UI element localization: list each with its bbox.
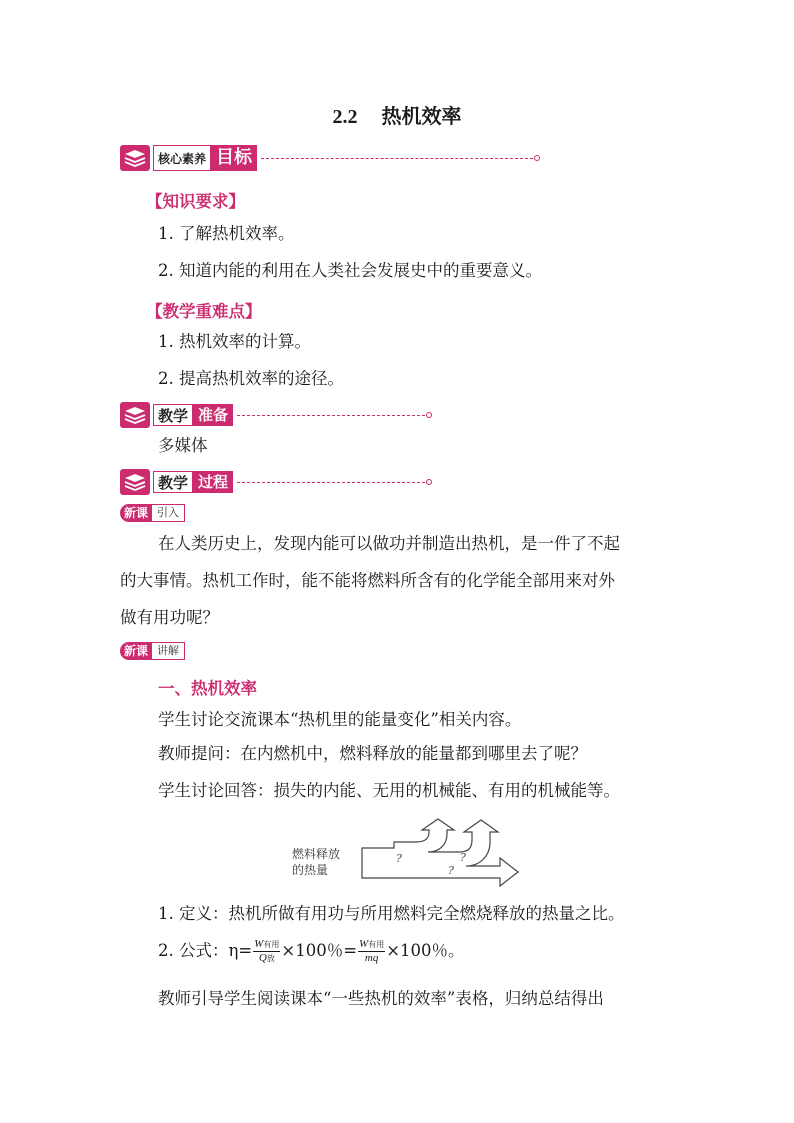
lecture-tag	[120, 641, 185, 661]
keypoints-item: 1. 热机效率的计算。	[158, 332, 311, 351]
section-heading: 一、热机效率	[158, 679, 257, 698]
diagram-label-line: 燃料释放	[292, 847, 341, 861]
section-title: 热机效率	[381, 104, 462, 128]
energy-flow-diagram	[290, 818, 530, 890]
fraction-efficiency-mq	[358, 938, 385, 964]
dashed-line	[237, 482, 425, 483]
frac-sub: 有用	[368, 940, 385, 949]
lecture-line: 学生讨论交流课本“热机里的能量变化”相关内容。	[158, 710, 522, 729]
prep-text: 多媒体	[158, 436, 208, 455]
badge-right: 目标	[211, 145, 257, 171]
intro-line: 在人类历史上，发现内能可以做功并制造出热机，是一件了不起	[158, 534, 620, 553]
tag-right: 引入	[152, 504, 185, 522]
lecture-line: 学生讨论回答：损失的内能、无用的机械能、有用的机械能等。	[158, 781, 620, 800]
frac-num: W	[359, 938, 369, 950]
prep-badge	[120, 402, 432, 428]
badge-right: 过程	[193, 471, 233, 493]
line-end-dot	[426, 412, 432, 418]
goals-badge	[120, 145, 540, 171]
diagram-label	[292, 846, 340, 878]
process-badge	[120, 469, 432, 495]
dashed-line	[237, 415, 425, 416]
books-icon	[120, 145, 150, 171]
line-end-dot	[426, 479, 432, 485]
formula-prefix: 2. 公式：η=	[158, 940, 253, 960]
definition-line: 1. 定义：热机所做有用功与所用燃料完全燃烧释放的热量之比。	[158, 904, 625, 923]
frac-sub: 有用	[263, 939, 280, 949]
knowledge-heading: 【知识要求】	[146, 192, 245, 211]
formula-suffix: ×100％。	[386, 940, 465, 960]
keypoints-item: 2. 提高热机效率的途径。	[158, 369, 344, 388]
section-number: 2.2	[332, 106, 358, 128]
formula-line	[158, 936, 465, 966]
books-icon	[120, 469, 150, 495]
badge-right: 准备	[193, 404, 233, 426]
frac-den: mq	[364, 952, 379, 964]
frac-den: Q	[258, 951, 267, 964]
lecture-line: 教师提问：在内燃机中，燃料释放的能量都到哪里去了呢？	[158, 744, 587, 763]
knowledge-item: 1. 了解热机效率。	[158, 224, 295, 243]
tag-right: 讲解	[152, 642, 185, 660]
page-title	[0, 100, 794, 129]
frac-num: W	[254, 937, 264, 950]
line-end-dot	[534, 155, 540, 161]
tag-left: 新课	[120, 642, 152, 660]
badge-left: 教学	[153, 404, 193, 426]
badge-left: 教学	[153, 471, 193, 493]
keypoints-heading: 【教学重难点】	[146, 302, 262, 321]
books-icon	[120, 402, 150, 428]
badge-left: 核心素养	[153, 145, 211, 171]
formula-mid: ×100％=	[281, 940, 358, 960]
question-mark: ?	[460, 851, 466, 864]
last-line: 教师引导学生阅读课本“一些热机的效率”表格，归纳总结得出	[158, 989, 604, 1008]
intro-line: 的大事情。热机工作时，能不能将燃料所含有的化学能全部用来对外	[120, 571, 615, 590]
dashed-line	[261, 158, 533, 159]
question-mark: ?	[448, 864, 454, 877]
intro-tag	[120, 503, 185, 523]
frac-sub: 放	[266, 953, 275, 963]
tag-left: 新课	[120, 504, 152, 522]
knowledge-item: 2. 知道内能的利用在人类社会发展史中的重要意义。	[158, 261, 542, 280]
fraction-efficiency-q	[253, 938, 280, 965]
diagram-label-line: 的热量	[292, 863, 329, 877]
intro-line: 做有用功呢？	[120, 608, 219, 627]
question-mark: ?	[396, 852, 402, 865]
flow-arrows	[360, 818, 525, 890]
